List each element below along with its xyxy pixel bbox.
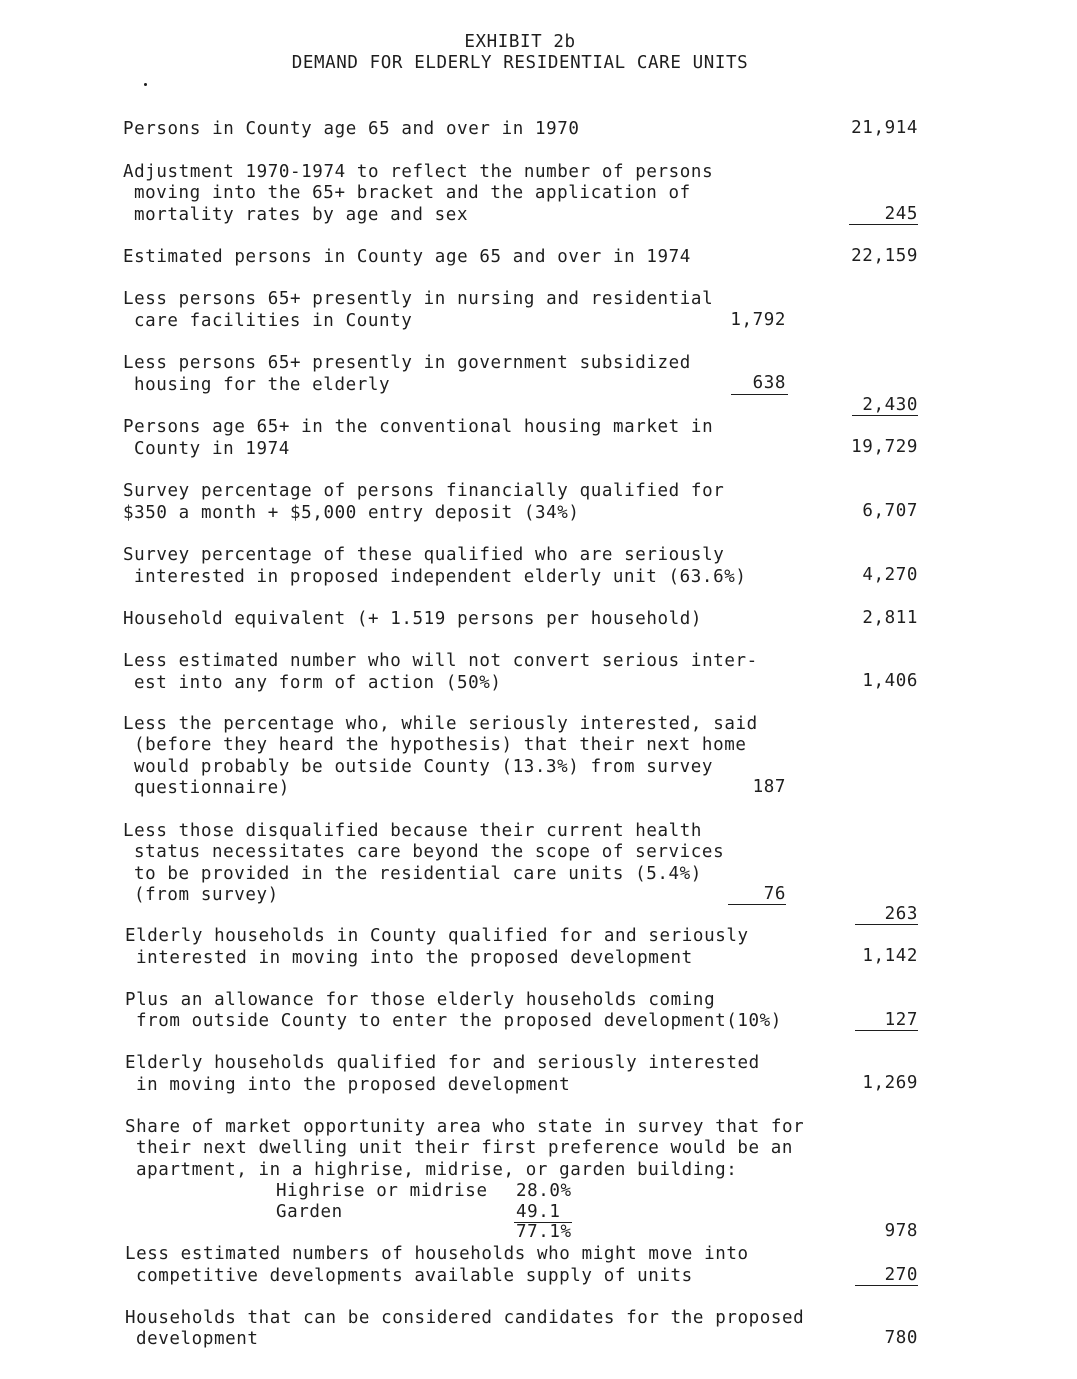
row-less-subsidized-line-2: housing for the elderly [134, 375, 391, 395]
row-interested-line-2: interested in proposed independent elderly unit (63.6%) [134, 567, 747, 587]
row-financial-total: 6,707 [862, 501, 918, 521]
row-competitive-line-2: competitive developments available supply of units [136, 1266, 693, 1286]
row-market-share-line-2: their next dwelling unit their first preference would be an [136, 1138, 794, 1158]
row-qualified-households-line-2: in moving into the proposed development [136, 1075, 571, 1095]
row-candidates-line-2: development [136, 1329, 259, 1349]
row-conventional-line-2: County in 1974 [134, 439, 290, 459]
row-disqualified-line-3: to be provided in the residential care units (5.4%) [134, 864, 702, 884]
row-market-share-total: 978 [884, 1221, 918, 1241]
row-outside-county-line-1: Less the percentage who, while seriously interested, said [123, 714, 758, 734]
highrise-label: Highrise or midrise [276, 1181, 488, 1201]
garden-label: Garden [276, 1202, 343, 1222]
row-allowance-line-1: Plus an allowance for those elderly households coming [125, 990, 716, 1010]
row-qualified-households-total: 1,269 [862, 1073, 918, 1093]
exhibit-number: EXHIBIT 2b [464, 32, 576, 52]
row-less-nursing-sub: 1,792 [730, 310, 786, 330]
row-outside-county-line-4: questionnaire) [134, 778, 290, 798]
row-qualified-households-line-1: Elderly households qualified for and seriously interested [125, 1053, 760, 1073]
row-competitive-total: 270 [820, 1265, 918, 1285]
row-outside-county-line-2: (before they heard the hypothesis) that their next home [134, 735, 747, 755]
row-persons-1970-total: 21,914 [851, 118, 918, 138]
subtotal-rule [731, 394, 788, 395]
row-market-share-line-1: Share of market opportunity area who state in survey that for [125, 1117, 805, 1137]
row-disqualified-line-1: Less those disqualified because their current health [123, 821, 703, 841]
garden-percent: 49.1 [516, 1202, 561, 1222]
row-disqualified-sub: 76 [690, 884, 786, 904]
row-disqualified-line-4: (from survey) [134, 885, 279, 905]
row-not-convert-total: 1,406 [862, 671, 918, 691]
row-disqualified-total: 263 [820, 904, 918, 924]
row-disqualified-line-2: status necessitates care beyond the scope of services [134, 842, 725, 862]
row-adjustment-line-2: moving into the 65+ bracket and the application of [134, 183, 691, 203]
row-competitive-line-1: Less estimated numbers of households who might move into [125, 1244, 749, 1264]
row-household-equivalent-total: 2,811 [862, 608, 918, 628]
document-title: DEMAND FOR ELDERLY RESIDENTIAL CARE UNITS [291, 53, 749, 73]
row-less-subsidized-line-1: Less persons 65+ presently in government subsidized [123, 353, 691, 373]
row-candidates-line-1: Households that can be considered candidates for the proposed [125, 1308, 805, 1328]
row-household-equivalent-label: Household equivalent (+ 1.519 persons per household) [123, 609, 703, 629]
row-conventional-total: 19,729 [851, 437, 918, 457]
row-less-nursing-line-2: care facilities in County [134, 311, 413, 331]
highrise-percent: 28.0% [516, 1181, 572, 1201]
row-financial-line-2: $350 a month + $5,000 entry deposit (34%) [123, 503, 580, 523]
row-county-households-line-2: interested in moving into the proposed development [136, 948, 693, 968]
stray-mark [144, 83, 147, 86]
row-not-convert-line-1: Less estimated number who will not convert serious inter- [123, 651, 758, 671]
row-allowance-total: 127 [820, 1010, 918, 1030]
row-interested-line-1: Survey percentage of these qualified who are seriously [123, 545, 725, 565]
row-adjustment-total: 245 [820, 204, 918, 224]
row-candidates-total: 780 [884, 1328, 918, 1348]
row-less-subsidized-sub: 638 [752, 373, 786, 393]
row-adjustment-line-1: Adjustment 1970-1974 to reflect the number of persons [123, 162, 714, 182]
row-adjustment-line-3: mortality rates by age and sex [134, 205, 469, 225]
row-outside-county-line-3: would probably be outside County (13.3%) from survey [134, 757, 714, 777]
row-financial-line-1: Survey percentage of persons financially qualified for [123, 481, 725, 501]
row-allowance-line-2: from outside County to enter the proposed development(10%) [136, 1011, 782, 1031]
row-county-households-line-1: Elderly households in County qualified for and seriously [125, 926, 749, 946]
row-not-convert-line-2: est into any form of action (50%) [134, 673, 502, 693]
percent-sum: 77.1% [516, 1222, 572, 1242]
row-market-share-line-3: apartment, in a highrise, midrise, or garden building: [136, 1160, 738, 1180]
row-less-subsidized-total: 2,430 [820, 395, 918, 415]
row-county-households-total: 1,142 [862, 946, 918, 966]
row-estimated-1974-label: Estimated persons in County age 65 and over in 1974 [123, 247, 691, 267]
row-estimated-1974-total: 22,159 [851, 246, 918, 266]
row-less-nursing-line-1: Less persons 65+ presently in nursing and residential [123, 289, 714, 309]
row-interested-total: 4,270 [862, 565, 918, 585]
row-outside-county-sub: 187 [752, 777, 786, 797]
row-persons-1970-label: Persons in County age 65 and over in 1970 [123, 119, 580, 139]
row-conventional-line-1: Persons age 65+ in the conventional housing market in [123, 417, 714, 437]
